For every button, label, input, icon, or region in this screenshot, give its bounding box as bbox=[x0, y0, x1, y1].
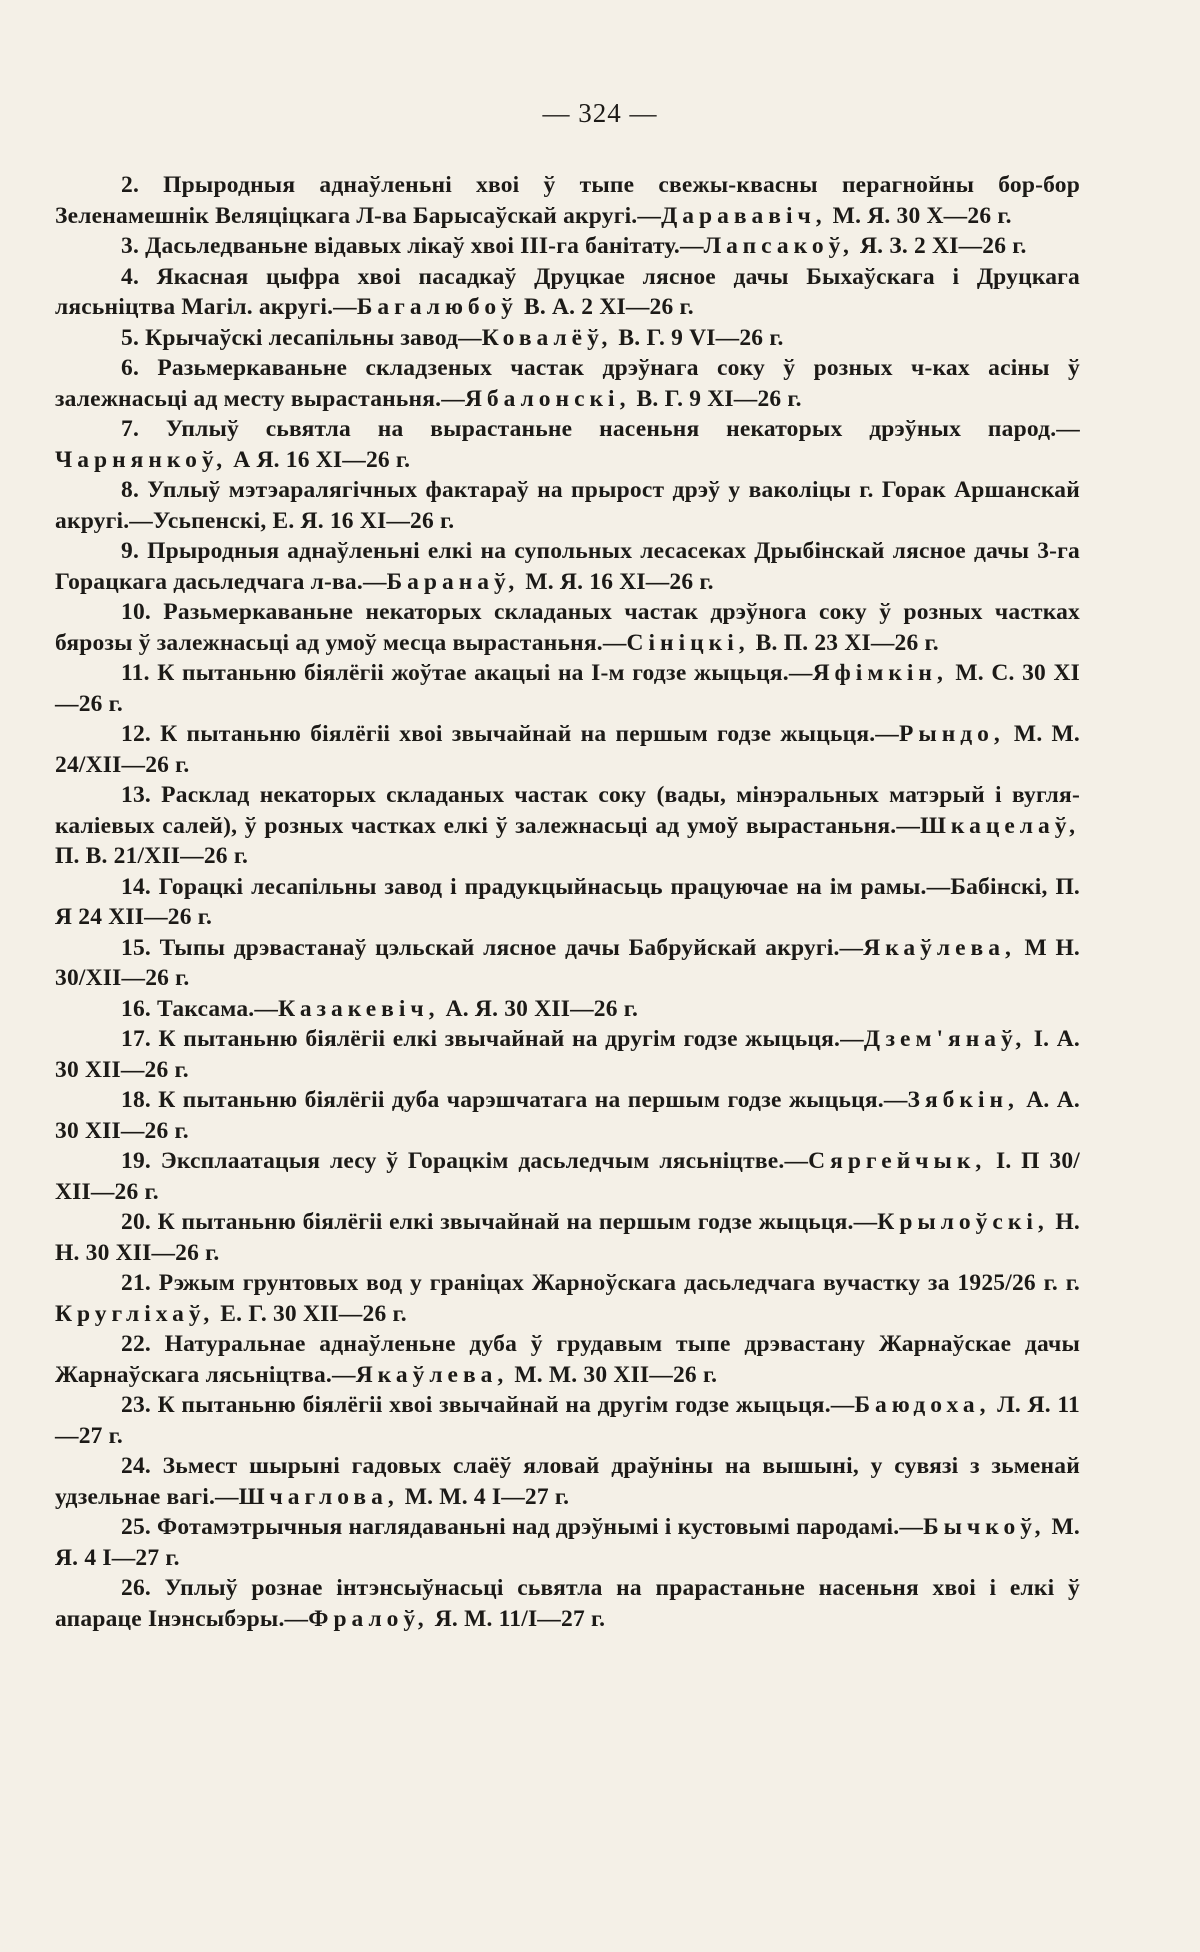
list-item bbox=[55, 1512, 1080, 1573]
list-item bbox=[55, 780, 1080, 872]
entry-author: Крылоўскі, bbox=[877, 1209, 1049, 1235]
entry-author: Багалюбоў bbox=[356, 294, 518, 320]
entry-text: 3. Дасьледваньне відавых лікаў хвоі ІІІ-га банітату.— bbox=[121, 233, 704, 259]
entry-date: А. А. 30 ХІІ—26 г. bbox=[55, 1087, 1080, 1144]
entry-text: 8. Уплыў мэтэаралягічных фактараў на прырост дрэў у ваколіцы г. Горак Аршанскай акругі.—Усьпенскі, Е. Я. 16 ХІ—26 г. bbox=[55, 477, 1080, 534]
entry-author: Фралоў, bbox=[308, 1605, 429, 1632]
list-item bbox=[55, 994, 1080, 1025]
list-item bbox=[55, 1329, 1080, 1390]
entry-text: 16. Таксама.— bbox=[121, 995, 279, 1022]
list-item bbox=[55, 872, 1080, 933]
list-item bbox=[55, 1146, 1080, 1207]
list-item bbox=[55, 1207, 1080, 1268]
entry-date: Л. Я. 11—27 г. bbox=[55, 1392, 1080, 1449]
entry-date: В. А. 2 ХІ—26 г. bbox=[517, 294, 694, 320]
entry-author: Якаўлева, bbox=[863, 934, 1016, 961]
entry-author: Дарававіч, bbox=[661, 202, 827, 229]
entry-author: Дзем'янаў, bbox=[863, 1026, 1027, 1052]
list-item bbox=[55, 536, 1080, 597]
entry-date: І. А. 30 ХІІ—26 г. bbox=[55, 1026, 1080, 1083]
entry-author: Баранаў, bbox=[386, 568, 520, 595]
entry-author: Шчаглова, bbox=[238, 1483, 399, 1510]
entry-text: 9. Прыродныя аднаўленьні елкі на супольных лесасеках Дрыбінскай лясное дачы 3-га Горацкага дасьледчага л-ва.— bbox=[55, 538, 1080, 595]
entry-author: Лапсакоў, bbox=[703, 233, 854, 259]
entry-author: Сяргейчык, bbox=[808, 1148, 987, 1174]
entry-text: 7. Уплыў сьвятла на вырастаньне насеньня некаторых дрэўных парод.— bbox=[121, 416, 1080, 442]
list-item bbox=[55, 1451, 1080, 1512]
list-item bbox=[55, 414, 1080, 475]
entry-text: 24. Зьмест шырыні гадовых слаёў яловай драўніны на вышыні, у сувязі з зьменай удзельнае вагі.— bbox=[55, 1453, 1080, 1510]
entry-author: Чарнянкоў, bbox=[55, 446, 228, 473]
list-item bbox=[55, 323, 1080, 354]
entry-text: 5. Крычаўскі лесапільны завод— bbox=[121, 324, 482, 351]
entry-text: 14. Горацкі лесапільны завод і прадукцыйнасьць працуючае на ім рамы.—Бабінскі, П. Я 24 ХІІ—26 г. bbox=[55, 873, 1080, 930]
entry-text: 18. К пытаньню біялёгіі дуба чарэшчатага на першым годзе жыцьця.— bbox=[121, 1087, 908, 1113]
entry-author: Бычкоў, bbox=[923, 1514, 1046, 1540]
entry-author: Якаўлева, bbox=[355, 1361, 509, 1388]
entry-date: М. М. 4 І—27 г. bbox=[398, 1483, 570, 1510]
entry-date: Я. З. 2 ХІ—26 г. bbox=[853, 233, 1027, 259]
entry-text: 19. Эксплаатацыя лесу ў Горацкім дасьледчым лясьніцтве.— bbox=[121, 1148, 809, 1174]
entry-date: М Н. 30/ХІІ—26 г. bbox=[55, 934, 1081, 991]
list-item bbox=[55, 1390, 1080, 1451]
list-item bbox=[55, 262, 1080, 323]
entry-list bbox=[55, 170, 1080, 1634]
page-number: — 324 — bbox=[542, 98, 658, 128]
list-item bbox=[55, 353, 1080, 414]
entry-date: В. Г. 9 ХІ—26 г. bbox=[630, 385, 802, 412]
entry-text: 25. Фотамэтрычныя наглядаваньні над дрэўнымі і кустовымі пародамі.— bbox=[121, 1514, 924, 1540]
entry-author: Ябалонскі, bbox=[464, 385, 631, 412]
entry-text: 11. К пытаньню біялёгіі жоўтае акацыі на І-м годзе жыцьця.— bbox=[121, 660, 813, 686]
entry-author: Кругліхаў, bbox=[55, 1300, 215, 1327]
entry-author: Ковалёў, bbox=[481, 324, 613, 351]
entry-date: А Я. 16 ХІ—26 г. bbox=[227, 446, 411, 473]
list-item bbox=[55, 1085, 1080, 1146]
entry-text: 15. Тыпы дрэвастанаў цэльскай лясное дачы Бабруйскай акругі.— bbox=[121, 934, 864, 961]
entry-author: Баюдоха, bbox=[854, 1392, 991, 1418]
entry-author: Яфімкін, bbox=[812, 660, 948, 686]
entry-text: 21. Рэжым грунтовых вод у граніцах Жарноўскага дасьледчага вучастку за 1925/26 г. г. bbox=[121, 1270, 1080, 1296]
list-item bbox=[55, 933, 1080, 994]
entry-author: Шкацелаў, bbox=[920, 812, 1080, 839]
entry-date: М. Я. 16 ХІ—26 г. bbox=[519, 568, 714, 595]
entry-text: 26. Уплыў рознае інтэнсыўнасьці сьвятла на прарастаньне насеньня хвоі і елкі ў апараце Інэнсыбэры.— bbox=[55, 1575, 1080, 1632]
entry-text: 20. К пытаньню біялёгіі елкі звычайнай на першым годзе жыцьця.— bbox=[121, 1209, 878, 1235]
entry-date: Е. Г. 30 ХІІ—26 г. bbox=[214, 1300, 407, 1327]
list-item bbox=[55, 1268, 1080, 1329]
entry-date: М. Я. 4 І—27 г. bbox=[55, 1514, 1081, 1571]
entry-text: 22. Натуральнае аднаўленьне дуба ў грудавым тыпе дрэвастану Жарнаўскае дачы Жарнаўскага лясьніцтва.— bbox=[55, 1331, 1080, 1388]
entry-author: Зябкін, bbox=[907, 1087, 1019, 1113]
entry-date: М. М. 30 ХІІ—26 г. bbox=[508, 1361, 718, 1388]
entry-text: 10. Разьмеркаваньне некаторых складаных частак дрэўнога соку ў розных частках бярозы ў залежнасьці ад умоў месца вырастаньня.— bbox=[55, 599, 1080, 656]
entry-text: 13. Расклад некаторых складаных частак соку (вады, мінэральных матэрый і вугля-каліевых салей), ў розных частках елкі ў залежнасьці ад умоў вырастаньня.— bbox=[55, 782, 1080, 839]
entry-author: Рындо, bbox=[899, 721, 1005, 747]
list-item bbox=[55, 597, 1080, 658]
list-item bbox=[55, 231, 1080, 262]
entry-date: Н. Н. 30 ХІІ—26 г. bbox=[55, 1209, 1080, 1266]
entry-date: М. Я. 30 Х—26 г. bbox=[826, 202, 1012, 229]
entry-text: 12. К пытаньню біялёгіі хвоі звычайнай на першым годзе жыцьця.— bbox=[121, 721, 900, 747]
entry-date: П. В. 21/ХІІ—26 г. bbox=[55, 843, 249, 869]
list-item bbox=[55, 658, 1080, 719]
entry-text: 6. Разьмеркаваньне складзеных частак дрэўнага соку ў розных ч-ках асіны ў залежнасьці ад месту вырастаньня.— bbox=[55, 355, 1080, 412]
list-item bbox=[55, 1573, 1080, 1634]
entry-date: В. Г. 9 VІ—26 г. bbox=[612, 324, 784, 351]
entry-text: 4. Якасная цыфра хвоі пасадкаў Друцкае лясное дачы Быхаўскага і Друцкага лясьніцтва Магіл. акругі.— bbox=[55, 263, 1080, 320]
entry-text: 17. К пытаньню біялёгіі елкі звычайнай на другім годзе жыцьця.— bbox=[121, 1026, 864, 1052]
entry-date: А. Я. 30 ХІІ—26 г. bbox=[439, 995, 639, 1022]
entry-date: І. П 30/ХІІ—26 г. bbox=[55, 1148, 1080, 1205]
entry-text: 23. К пытаньню біялёгіі хвоі звычайнай на другім годзе жыцьця.— bbox=[121, 1392, 855, 1418]
list-item bbox=[55, 475, 1080, 536]
entry-author: Сініцкі, bbox=[626, 629, 750, 656]
entry-date: В. П. 23 ХІ—26 г. bbox=[749, 629, 939, 656]
list-item bbox=[55, 719, 1080, 780]
list-item bbox=[55, 170, 1080, 231]
list-item bbox=[55, 1024, 1080, 1085]
entry-date: Я. М. 11/І—27 г. bbox=[428, 1605, 606, 1632]
entry-date: М. М. 24/ХІІ—26 г. bbox=[55, 721, 1081, 778]
entry-author: Казакевіч, bbox=[278, 995, 440, 1022]
entry-text: 2. Прыродныя аднаўленьні хвоі ў тыпе свежы-квасны перагнойны бор-бор Зеленамешнік Веляціцкага Л-ва Барысаўскай акругі.— bbox=[55, 172, 1080, 229]
entry-date: М. С. 30 ХІ—26 г. bbox=[55, 660, 1081, 717]
